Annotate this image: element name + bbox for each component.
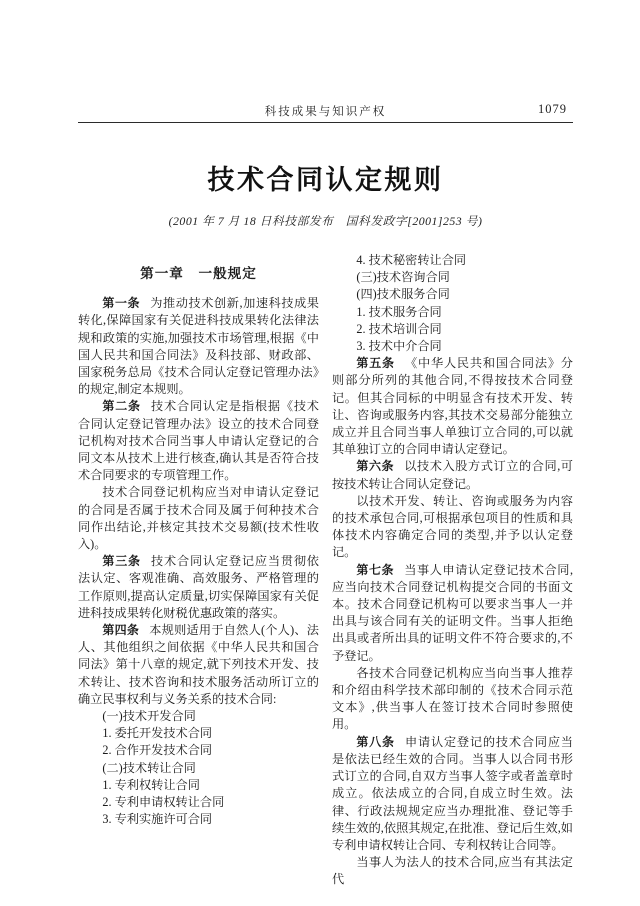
article-1-text: 为推动技术创新,加速科技成果转化,保障国家有关促进科技成果转化法律法规和政策的实施,加强技术市场管理,根据《中国人民共和国合同法》及科技部、财政部、国家税务总局《技术合同认定登记管理办法》的规定,制定本规则。 [78,296,319,397]
article-2-continuation-paragraph [78,484,319,553]
article-8-continuation-paragraph [332,854,573,888]
contract-type-item: 1. 技术服务合同 [356,304,442,319]
article-2-text: 技术合同认定是指根据《技术合同认定登记管理办法》设立的技术合同登记机构对技术合同当事人申请认定登记的合同文本从技术上进行核查,确认其是否符合技术合同要求的专项管理工作。 [78,399,319,483]
article-7-continuation-text: 各技术合同登记机构应当向当事人推荐和介绍由科学技术部印制的《技术合同示范文本》,供当事人在签订技术合同时参照使用。 [332,665,573,732]
document-title: 技术合同认定规则 [207,165,444,195]
article-6-paragraph [332,458,573,492]
article-5-label: 第五条 [356,356,395,371]
contract-type-item: (三)技术咨询合同 [356,270,450,285]
article-2-continuation-text: 技术合同登记机构应当对申请认定登记的合同是否属于技术合同及属于何种技术合同作出结论,并核定其技术交易额(技术性收入)。 [78,485,319,552]
article-6-text: 以技术入股方式订立的合同,可按技术转让合同认定登记。 [332,459,573,491]
contract-type-item: 1. 委托开发技术合同 [102,726,213,741]
article-8-label: 第八条 [356,734,395,749]
contract-type-item: (四)技术服务合同 [356,287,450,302]
publication-note: (2001 年 7 月 18 日科技部发布 国科发政字[2001]253 号) [168,214,483,228]
article-7-text: 当事人申请认定登记技术合同,应当向技术合同登记机构提交合同的书面文本。技术合同登记机构可以要求当事人一并出具与该合同有关的证明文件。当事人拒绝出具或者所出具的证明文件不符合要求的,不予登记。 [332,562,573,663]
article-1-paragraph [78,295,319,398]
contract-type-item: 2. 专利申请权转让合同 [102,795,225,810]
contract-type-item: 2. 合作开发技术合同 [102,743,213,758]
article-2-label: 第二条 [102,399,141,414]
article-8-paragraph [332,734,573,854]
contract-type-item: 3. 技术中介合同 [356,339,442,354]
article-1-label: 第一条 [102,296,141,311]
left-column [78,252,319,889]
contract-type-item: (一)技术开发合同 [102,709,196,724]
article-2-paragraph [78,398,319,484]
article-4-label: 第四条 [102,623,140,638]
article-5-paragraph [332,355,573,458]
article-4-paragraph [78,622,319,708]
article-7-paragraph [332,562,573,665]
article-8-text: 申请认定登记的技术合同应当是依法已经生效的合同。当事人以合同书形式订立的合同,自双方当事人签字或者盖章时成立。依法成立的合同,自成立时生效。法律、行政法规规定应当办理批准、登记等手续生效的,依照其规定,在批准、登记后生效,如专利申请权转让合同、专利权转让合同等。 [332,734,573,852]
article-4-text: 本规则适用于自然人(个人)、法人、其他组织之间依据《中华人民共和国合同法》第十八章的规定,就下列技术开发、技术转让、技术咨询和技术服务活动所订立的确立民事权利与义务关系的技术合同: [78,623,319,706]
article-5-text: 《中华人民共和国合同法》分则部分所列的其他合同,不得按技术合同登记。但其合同标的中明显含有技术开发、转让、咨询或服务内容,其技术交易部分能独立成立并且合同当事人单独订立合同的,可以就其单独订立的合同申请认定登记。 [332,356,573,457]
chapter-heading: 第一章 一般规定 [140,266,257,281]
article-8-continuation-text: 当事人为法人的技术合同,应当有其法定代 [332,855,573,887]
article-3-paragraph [78,553,319,622]
article-6-continuation-paragraph [332,493,573,562]
running-header-title: 科技成果与知识产权 [264,106,387,118]
article-3-text: 技术合同认定登记应当贯彻依法认定、客观准确、高效服务、严格管理的工作原则,提高认定质量,切实保障国家有关促进科技成果转化财税优惠政策的落实。 [78,554,319,620]
header-rule [78,122,573,123]
article-6-continuation-text: 以技术开发、转让、咨询或服务为内容的技术承包合同,可根据承包项目的性质和具体技术内容确定合同的类型,并予以认定登记。 [332,493,573,560]
page-number: 1079 [538,102,567,116]
body-columns [78,252,573,889]
contract-type-item: 1. 专利权转让合同 [102,777,200,792]
contract-type-item: 4. 技术秘密转让合同 [356,253,467,267]
article-7-label: 第七条 [356,562,395,577]
right-column [332,252,573,889]
article-7-continuation-paragraph [332,665,573,734]
contract-type-item: (二)技术转让合同 [102,760,196,775]
article-3-label: 第三条 [102,554,141,569]
article-6-label: 第六条 [356,459,395,474]
contract-type-item: 3. 专利实施许可合同 [102,812,213,827]
contract-type-item: 2. 技术培训合同 [356,321,442,336]
